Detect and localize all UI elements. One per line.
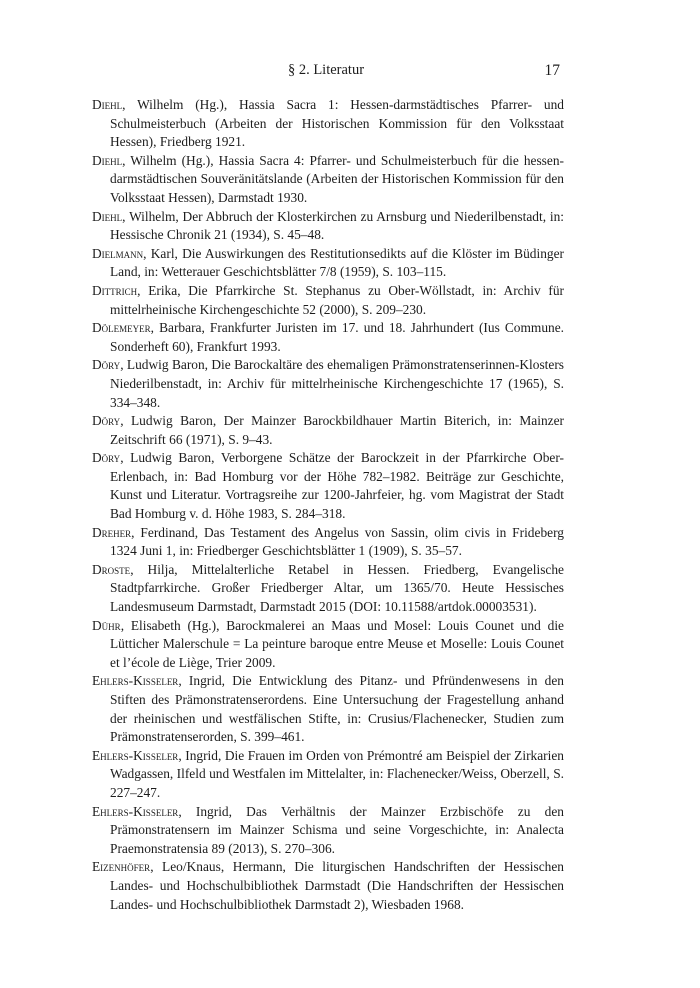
bibliography-entry (92, 747, 564, 803)
section-title: § 2. Literatur (287, 62, 365, 78)
entry-text: , Ingrid, Das Verhältnis der Mainzer Erzbischöfe zu den Prämonstratensern im Mainzer Schisma und seine Vorgeschichte, in: Analecta Praemonstratensia 89 (2013), S. 270–306. (110, 803, 564, 856)
entry-text: , Hilja, Mittelalterliche Retabel in Hessen. Friedberg, Evangelische Stadtpfarrkirche. Großer Friedberger Altar, um 1365/70. Heute Hessisches Landesmuseum Darmstadt, Darmstadt 2015 (DOI: 10.11588/artdok.00003531). (110, 561, 564, 615)
entry-text: , Karl, Die Auswirkungen des Restitutionsedikts auf die Klöster im Büdinger Land, in: Wetterauer Geschichtsblätter 7/8 (1959), S. 103–115. (110, 245, 564, 280)
page-number: 17 (544, 62, 560, 79)
bibliography-entry (92, 356, 564, 412)
entry-text: , Erika, Die Pfarrkirche St. Stephanus zu Ober-Wöllstadt, in: Archiv für mittelrheinische Kirchengeschichte 52 (2000), S. 209–230. (110, 282, 564, 317)
entry-author: Dreher (92, 524, 132, 540)
entry-author: Ehlers-Kisseler (92, 747, 179, 763)
entry-author: Diehl (92, 152, 123, 168)
bibliography-entry (92, 245, 564, 282)
entry-author: Ehlers-Kisseler (92, 803, 179, 819)
entry-text: , Leo/Knaus, Hermann, Die liturgischen Handschriften der Hessischen Landes- und Hochschulbibliothek Darmstadt (Die Handschriften der Hessischen Landes- und Hochschulbibliothek Darmstadt 2), Wiesbaden 1968. (110, 859, 564, 912)
bibliography-entry (92, 524, 564, 561)
entry-author: Droste (92, 561, 131, 577)
entry-author: Dittrich (92, 282, 138, 298)
entry-text: , Wilhelm, Der Abbruch der Klosterkirchen zu Arnsburg und Niederilbenstadt, in: Hessische Chronik 21 (1934), S. 45–48. (110, 208, 564, 243)
entry-author: Diehl (92, 208, 123, 224)
entry-author: Diehl (92, 97, 123, 112)
entry-author: Dielmann (92, 245, 144, 261)
entry-text: , Wilhelm (Hg.), Hassia Sacra 1: Hessen-darmstädtisches Pfarrer- und Schulmeisterbuch (Arbeiten der Historischen Kommission für den Volksstaat Hessen), Friedberg 1921. (110, 97, 564, 150)
entry-text: , Ludwig Baron, Die Barockaltäre des ehemaligen Prämonstratenserinnen-Klosters Niederilbenstadt, in: Archiv für mittelrheinische Kirchengeschichte 17 (1965), S. 334–348. (110, 357, 564, 410)
bibliography-entry (92, 96, 564, 152)
entry-text: , Ferdinand, Das Testament des Angelus von Sassin, olim civis in Frideberg 1324 Juni 1, in: Friedberger Geschichtsblätter 1 (1909), S. 35–57. (110, 524, 564, 559)
entry-author: Döry (92, 450, 121, 466)
entry-author: Ehlers-Kisseler (92, 673, 179, 689)
bibliography-entry (92, 617, 564, 673)
running-header (92, 62, 560, 82)
bibliography-entry (92, 803, 564, 859)
bibliography-entry (92, 319, 564, 356)
entry-author: Dühr (92, 617, 121, 633)
entry-text: , Ludwig Baron, Verborgene Schätze der Barockzeit in der Pfarrkirche Ober-Erlenbach, in: Bad Homburg vor der Höhe 782–1982. Beiträge zur Geschichte, Kunst und Literatur. Vortragsreihe zur 1200-Jahrfeier, hg. vom Magistrat der Stadt Bad Homburg v. d. Höhe 1983, S. 284–318. (110, 450, 564, 522)
entry-author: Eizenhöfer (92, 859, 151, 875)
entry-text: , Wilhelm (Hg.), Hassia Sacra 4: Pfarrer- und Schulmeisterbuch für die hessen-darmstädtischen Souveränitätslande (Arbeiten der Historischen Kommission für den Volksstaat Hessen), Darmstadt 1930. (110, 152, 564, 205)
bibliography-entry (92, 449, 564, 523)
bibliography-entry (92, 672, 564, 746)
bibliography-entry (92, 282, 564, 319)
bibliography-list (92, 96, 564, 914)
entry-text: , Ingrid, Die Entwicklung des Pitanz- und Pfründenwesens in den Stiften des Prämonstratenserordens. Eine Untersuchung der Fragestellung anhand der rheinischen und westfälischen Stifte, in: Crusius/Flachenecker, Studien zum Prämonstratenserorden, S. 399–461. (110, 673, 564, 745)
bibliography-entry (92, 208, 564, 245)
bibliography-entry (92, 152, 564, 208)
entry-text: , Ludwig Baron, Der Mainzer Barockbildhauer Martin Biterich, in: Mainzer Zeitschrift 66 (1971), S. 9–43. (110, 413, 564, 447)
bibliography-entry (92, 858, 564, 914)
entry-text: , Barbara, Frankfurter Juristen im 17. und 18. Jahrhundert (Ius Commune. Sonderheft 60), Frankfurt 1993. (110, 320, 564, 354)
bibliography-entry (92, 412, 564, 449)
entry-text: , Elisabeth (Hg.), Barockmalerei an Maas und Mosel: Louis Counet und die Lütticher Malerschule = La peinture baroque entre Meuse et Moselle: Louis Counet et l’école de Liège, Trier 2009. (110, 617, 564, 670)
bibliography-entry (92, 561, 564, 617)
entry-author: Döry (92, 413, 121, 429)
entry-author: Dölemeyer (92, 320, 151, 336)
entry-author: Döry (92, 357, 121, 373)
entry-text: , Ingrid, Die Frauen im Orden von Prémontré am Beispiel der Zirkarien Wadgassen, Ilfeld und Westfalen im Mittelalter, in: Flachenecker/Weiss, Oberzell, S. 227–247. (110, 747, 564, 800)
